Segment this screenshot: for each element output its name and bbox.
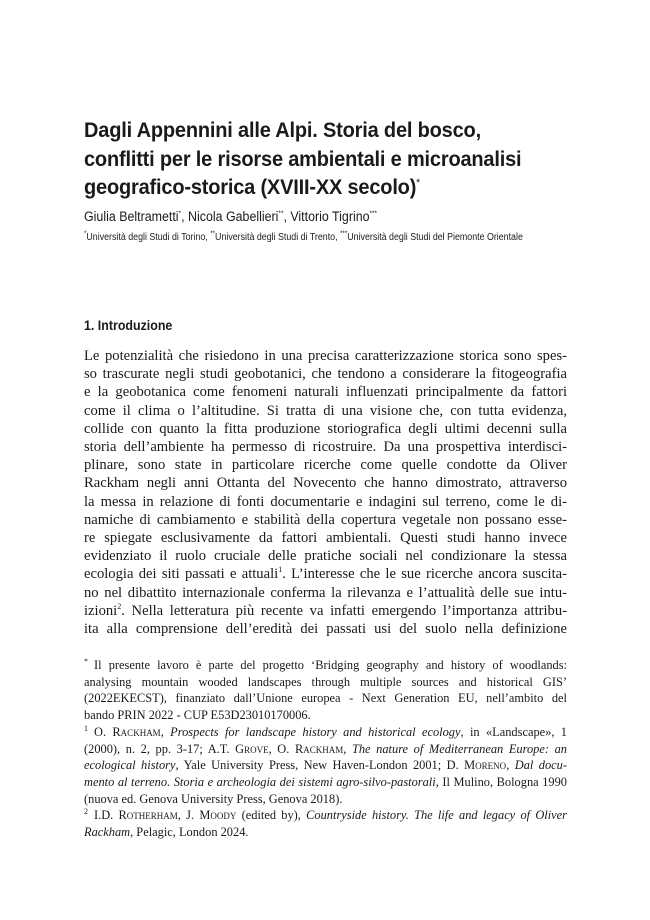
- footnote-text: ,: [160, 724, 171, 739]
- body-line: Rackham negli anni Ottanta del Novecento che hanno dimostrato, attraverso: [84, 475, 567, 492]
- body-line: namiche di cambiamento e stabilità della copertura vegetale non possano esse-: [84, 511, 567, 528]
- body-line: collide con quanto la fitta produzione storiografica degli ultimi decenni sulla: [84, 420, 567, 437]
- affiliations: [84, 231, 553, 245]
- author-surname: Rotherham: [118, 808, 178, 823]
- footnote-text: , O.: [268, 741, 295, 756]
- affiliation: Università degli Studi del Piemonte Orientale: [347, 232, 523, 243]
- footnote-text: Il presente lavoro è parte del progetto ‘Bridging geography and history of woodlands:: [94, 658, 567, 672]
- author-mark: ***: [369, 210, 378, 218]
- body-line: Le potenzialità che risiedono in una precisa caratterizzazione storica sono spes-: [84, 348, 567, 364]
- footnote-text: O.: [94, 724, 113, 739]
- footnote-mark: *: [84, 657, 88, 666]
- body-line: [84, 602, 567, 620]
- work-title: ecological history: [84, 758, 176, 773]
- footnote-line: [84, 741, 567, 758]
- body-line: no nel dibattito internazionale conferma la rilevanza e l’attualità delle sue intu-: [84, 584, 567, 601]
- footnote-line: analysing mountain wooded landscapes through multiple sources and historical GIS’: [84, 674, 567, 689]
- author-mark: *: [178, 210, 182, 218]
- author-mark: **: [278, 210, 284, 218]
- author-name: Vittorio Tigrino: [290, 209, 370, 224]
- affiliation-mark: **: [210, 230, 216, 238]
- work-title: Prospects for landscape history and historical ecology: [170, 724, 461, 739]
- footnote-mark: 2: [84, 807, 88, 817]
- work-title: Rackham: [84, 825, 131, 840]
- footnote-text: ,: [506, 758, 515, 773]
- work-title: Countryside history. The life and legacy of Oliver: [306, 808, 567, 823]
- footnote-line: [84, 807, 567, 824]
- footnote-text: , Il Mulino, Bologna 1990: [435, 774, 567, 789]
- footnote-line: [84, 774, 567, 791]
- body-line: re spiegate esclusivamente da fattori ambientali. Questi studi hanno invece: [84, 530, 567, 547]
- footnote-text: , in «Landscape», 1: [460, 724, 567, 739]
- body-line: la messa in relazione di fonti documentarie e indagini sul terreno, come le di-: [84, 493, 567, 510]
- body-line: evidenziato il ruolo cruciale delle pratiche sociali nel condizionare la stessa: [84, 548, 567, 565]
- author-name: Giulia Beltrametti: [84, 209, 179, 224]
- work-title: Dal docu-: [514, 758, 567, 773]
- affiliation: Università degli Studi di Torino,: [86, 232, 211, 243]
- footnote-ref[interactable]: 2: [117, 601, 122, 611]
- author-surname: Rackham: [294, 741, 344, 756]
- footnote-text: , J.: [177, 808, 200, 823]
- body-line: ita alla comprensione dell’eredità dei passati usi del suolo nella definizione: [84, 621, 567, 638]
- footnote-text: , Yale University Press, New Haven-London 2001; D.: [175, 758, 465, 773]
- footnote-line: bando PRIN 2022 - CUP E53D23010170006.: [84, 708, 311, 723]
- work-title: mento al terreno. Storia e archeologia dei sistemi agro-silvo-pastorali: [84, 774, 436, 789]
- work-title: The nature of Mediterranean Europe: an: [351, 741, 567, 756]
- title-line-3: geografico-storica (XVIII-XX secolo): [84, 175, 417, 199]
- author-surname: Grove: [235, 741, 269, 756]
- author-surname: Moody: [199, 808, 237, 823]
- body-text-run: izioni: [84, 602, 118, 619]
- body-line: come il clima o l’altitudine. Si tratta di una visione che, con tutta evidenza,: [84, 402, 567, 419]
- author-surname: Moreno: [464, 758, 507, 773]
- author-name: Nicola Gabellieri: [188, 209, 279, 224]
- footnotes: [84, 657, 567, 841]
- footnote-ref[interactable]: 1: [278, 565, 283, 575]
- body-line: e la geobotanica come fenomeni naturali influenzati principalmente da fattori: [84, 384, 567, 401]
- footnote-line: (nuova ed. Genova University Press, Genova 2018).: [84, 791, 343, 806]
- footnote-text: (edited by),: [236, 808, 307, 823]
- body-text-run: . Nella letteratura più recente va infatti emergendo l’importanza attribu-: [121, 602, 567, 619]
- footnote-text: (2000), n. 2, pp. 3-17; A.T.: [84, 741, 236, 756]
- affiliation-mark: *: [84, 230, 87, 238]
- author-surname: Rackham: [112, 724, 161, 739]
- footnote-text: ,: [343, 741, 352, 756]
- footnote-mark: 1: [84, 723, 88, 733]
- author-separator: ,: [181, 209, 189, 224]
- footnote-line: [84, 657, 567, 674]
- body-text-run: ecologia dei siti passati e attuali: [84, 566, 279, 583]
- footnote-line: (2022EKECST), finanziato dall’Unione europea - Next Generation EU, nell’ambito del: [84, 691, 567, 706]
- title-line-2: conflitti per le risorse ambientali e microanalisi: [84, 146, 522, 171]
- title-line-1: Dagli Appennini alle Alpi. Storia del bosco,: [84, 118, 481, 142]
- body-line: plinare, sono state in particolare ricerche come quelle condotte da Oliver: [84, 457, 567, 474]
- body-line: storia dell’ambiente ha permesso di ricostruire. Da una prospettiva interdisci-: [84, 439, 567, 456]
- author-list: [84, 208, 526, 226]
- section-heading: 1. Introduzione: [84, 318, 173, 333]
- body-line: so trascurate negli studi geobotanici, che tendono a considerare la fitogeografia: [84, 366, 567, 383]
- title-footnote-mark: *: [416, 176, 420, 189]
- author-separator: ,: [283, 209, 291, 224]
- footnote-text: , Pelagic, London 2024.: [130, 825, 249, 840]
- footnote-text: I.D.: [94, 808, 119, 823]
- body-line: [84, 565, 567, 583]
- affiliation-mark: ***: [340, 230, 348, 238]
- affiliation: Università degli Studi di Trento,: [215, 232, 341, 243]
- body-text-run: . L’interesse che le sue ricerche ancora suscita-: [282, 566, 567, 583]
- footnote-line: [84, 724, 567, 741]
- footnote-line: [84, 757, 567, 774]
- body-paragraph: [84, 347, 567, 638]
- footnote-line: [84, 824, 567, 841]
- article-title: [84, 116, 549, 202]
